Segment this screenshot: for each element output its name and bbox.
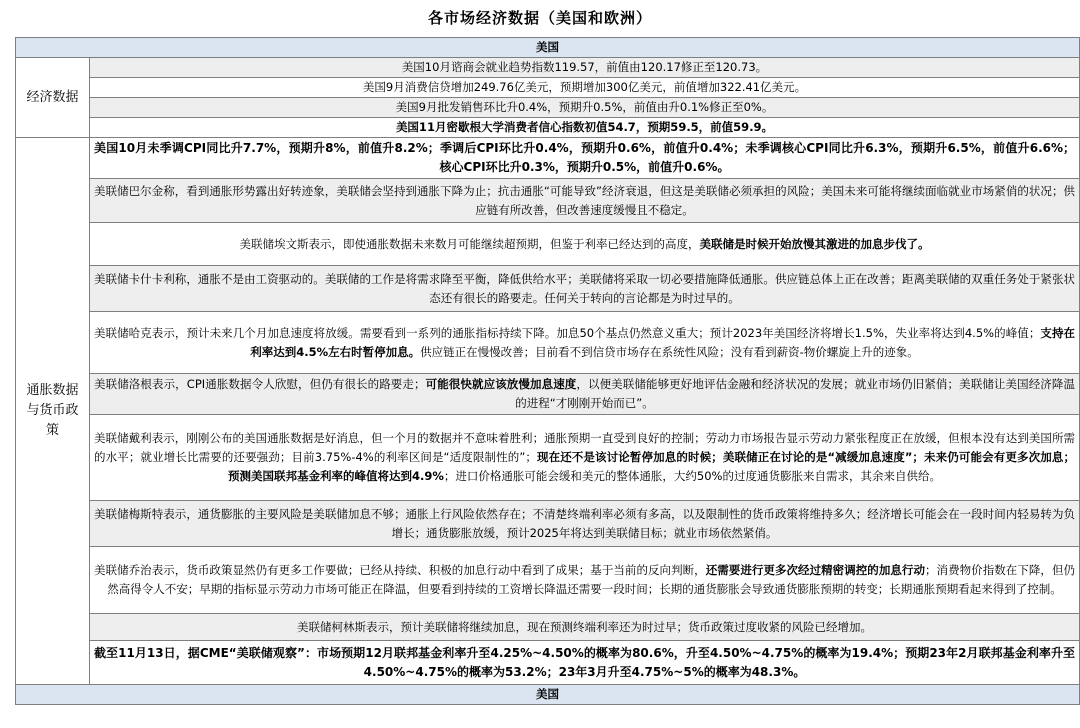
inflation-row: [90, 547, 1080, 614]
row-label-inflation: [16, 138, 90, 685]
inflation-row-highlight: 美联储是时候开始放慢其激进的加息步伐了。: [699, 236, 930, 251]
economic-row: 美国11月密歇根大学消费者信心指数初值54.7，预期59.5，前值59.9。: [90, 118, 1080, 138]
inflation-row-text: ；消费物价指数在下降，但仍然高得令人不安；早期的指标显示劳动力市场可能正在降温，但要看到持续的工资增长降温还需要一段时间；长期的通货膨胀会导致通货膨胀预期的转变；长期通胀预期看起来得到了控制。: [107, 563, 1075, 596]
inflation-row: 美联储卡什卡利称，通胀不是由工资驱动的。美联储的工作是将需求降至平衡，降低供给水平；美联储将采取一切必要措施降低通胀。供应链总体上正在改善；距离美联储的双重任务处于紧张状态还有很长的路要走。任何关于转向的言论都是为时过早的。: [90, 266, 1080, 312]
inflation-row: 美联储巴尔金称，看到通胀形势露出好转迹象，美联储会坚持到通胀下降为止；抗击通胀“可能导致”经济衰退，但这是美联储必须承担的风险；美国未来可能将继续面临就业市场紧俏的状况；供应链有所改善，但改善速度缓慢且不稳定。: [90, 179, 1080, 223]
inflation-row-highlight: 还需要进行更多次经过精密调控的加息行动: [705, 563, 925, 577]
inflation-row: 美联储梅斯特表示，通货膨胀的主要风险是美联储加息不够；通胀上行风险依然存在；不清楚终端利率必须有多高，以及限制性的货币政策将维持多久；经济增长可能会在一段时间内轻易转为负增长；通货膨胀放缓，预计2025年将达到美联储目标；就业市场依然紧俏。: [90, 501, 1080, 547]
inflation-row-text: 美联储乔治表示，货币政策显然仍有更多工作要做；已经从持续、积极的加息行动中看到了成果；基于当前的反向判断，: [94, 563, 706, 577]
inflation-row: [90, 415, 1080, 501]
page-title: 各市场经济数据（美国和欧洲）: [427, 9, 652, 27]
inflation-row-highlight: 可能很快就应该放慢加息速度: [425, 377, 577, 391]
inflation-row: 截至11月13日，据CME“美联储观察”：市场预期12月联邦基金利率升至4.25%~4.50%的概率为80.6%，升至4.50%~4.75%的概率为19.4%；预期23年2月联邦基金利率升至4.50%~4.75%的概率为53.2%；23年3月升至4.75%~5%的概率为48.3%。: [90, 641, 1080, 685]
economic-row: 美国9月消费信贷增加249.76亿美元，预期增加300亿美元，前值增加322.41亿美元。: [90, 78, 1080, 98]
economic-row: 美国9月批发销售环比升0.4%，预期升0.5%，前值由升0.1%修正至0%。: [90, 98, 1080, 118]
inflation-row-highlight: 支持在利率达到4.5%左右时暂停加息。: [250, 325, 1076, 359]
inflation-row-highlight: 现在还不是该讨论暂停加息的时候；美联储正在讨论的是“减缓加息速度”；未来仍可能会有更多次加息；预测美国联邦基金利率的峰值将达到4.9%: [228, 450, 1075, 483]
section-header: 美国: [16, 38, 1080, 58]
inflation-row: [90, 312, 1080, 374]
row-label-economic: 经济数据: [16, 58, 90, 138]
inflation-row-text: 美联储洛根表示，CPI通胀数据令人欣慰，但仍有很长的路要走；: [94, 377, 426, 391]
row-label-inflation-text: 通胀数据与货币政策: [26, 383, 79, 438]
inflation-row-text: ，以便美联储能够更好地评估金融和经济状况的发展；就业市场仍旧紧俏；美联储让美国经济降温的进程“才刚刚开始而已”。: [515, 377, 1076, 410]
inflation-row-text: ；进口价格通胀可能会缓和美元的整体通胀，大约50%的过度通货膨胀来自需求，其余来自供给。: [443, 469, 941, 483]
footer-section-header: 美国: [16, 685, 1080, 705]
inflation-row: [90, 374, 1080, 415]
inflation-row-text: 美联储哈克表示，预计未来几个月加息速度将放缓。需要看到一系列的通胀指标持续下降。加息50个基点仍然意义重大；预计2023年美国经济将增长1.5%，失业率将达到4.5%的峰值；: [94, 325, 1041, 340]
inflation-row: [90, 223, 1080, 266]
inflation-row: 美国10月未季调CPI同比升7.7%，预期升8%，前值升8.2%；季调后CPI环比升0.4%，预期升0.6%，前值升0.4%；未季调核心CPI同比升6.3%，预期升6.5%，前值升6.6%；核心CPI环比升0.3%，预期升0.5%，前值升0.6%。: [90, 138, 1080, 179]
inflation-row-text: 供应链正在慢慢改善；目前看不到信贷市场存在系统性风险；没有看到薪资-物价螺旋上升的迹象。: [420, 344, 919, 359]
inflation-row-text: 美联储戴利表示，刚刚公布的美国通胀数据是好消息，但一个月的数据并不意味着胜利；通胀预期一直受到良好的控制；劳动力市场报告显示劳动力紧张程度正在放缓，但根本没有达到美国所需的水平；就业增长比需要的还要强劲；目前3.75%-4%的利率区间是“适度限制性的”；: [94, 431, 1075, 464]
economic-row: 美国10月谘商会就业趋势指数119.57，前值由120.17修正至120.73。: [90, 58, 1080, 78]
inflation-row-text: 美联储埃文斯表示，即使通胀数据未来数月可能继续超预期，但鉴于利率已经达到的高度，: [239, 236, 700, 251]
inflation-row: 美联储柯林斯表示，预计美联储将继续加息，现在预测终端利率还为时过早；货币政策过度收紧的风险已经增加。: [90, 614, 1080, 641]
data-table: [15, 37, 1080, 705]
